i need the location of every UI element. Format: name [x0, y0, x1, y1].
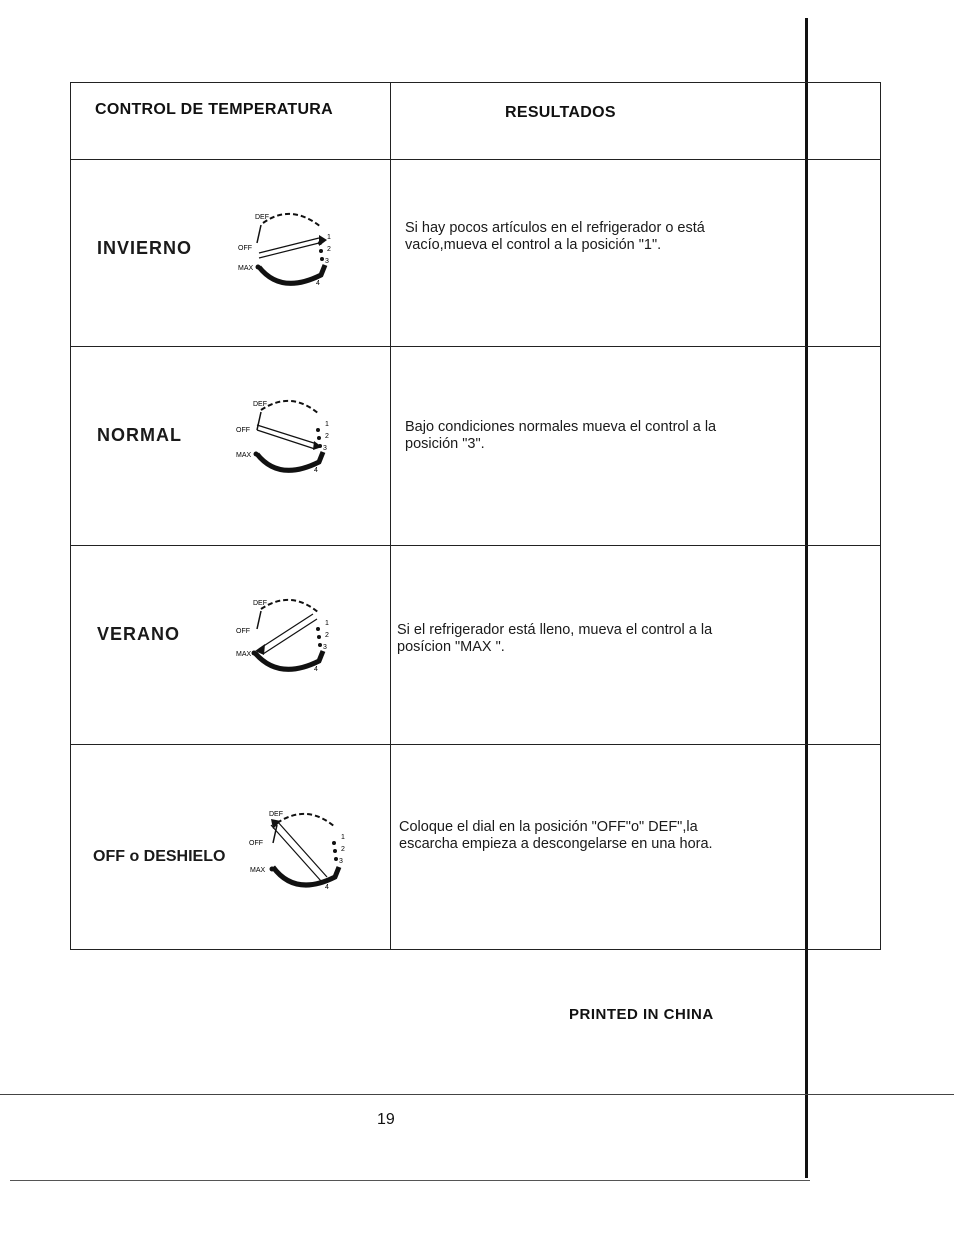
divider: [0, 1094, 954, 1095]
dial-def-label: DEF: [253, 401, 267, 408]
dial-off-label: OFF: [249, 840, 263, 847]
dial-off-label: OFF: [236, 628, 250, 635]
header-results: RESULTADOS: [391, 83, 881, 160]
printed-in-label: PRINTED IN CHINA: [569, 1006, 714, 1023]
dial-def-label: DEF: [255, 214, 269, 221]
season-label: OFF o DESHIELO: [93, 848, 226, 865]
dial-4-label: 4: [316, 280, 320, 287]
header-control: CONTROL DE TEMPERATURA: [71, 83, 391, 160]
divider: [10, 1180, 810, 1181]
dial-2-label: 2: [325, 433, 329, 440]
dial-4-label: 4: [314, 467, 318, 474]
control-cell: [71, 160, 391, 347]
dial-max-label: MAX: [236, 452, 252, 459]
result-text: Coloque el dial en la posición "OFF"o" DEF",la escarcha empieza a descongelarse en una hora.: [399, 819, 713, 852]
thermostat-dial-icon: [221, 205, 341, 295]
dial-off-label: OFF: [238, 245, 252, 252]
dial-1-label: 1: [325, 620, 329, 627]
table-row: [71, 160, 881, 347]
dial-4-label: 4: [325, 884, 329, 891]
thermostat-dial-icon: [237, 805, 357, 897]
table-row: [71, 546, 881, 745]
dial-max-label: MAX: [236, 651, 252, 658]
result-cell: [391, 546, 881, 745]
control-cell: [71, 347, 391, 546]
dial-2-label: 2: [341, 846, 345, 853]
dial-def-label: DEF: [253, 600, 267, 607]
result-cell: [391, 745, 881, 950]
result-text: Bajo condiciones normales mueva el control a la posición "3".: [405, 419, 717, 452]
dial-def-label: DEF: [269, 811, 283, 818]
result-text: Si hay pocos artículos en el refrigerador o está vacío,mueva el control a la posición "1".: [405, 220, 705, 253]
thermostat-dial-icon: [221, 392, 341, 482]
dial-3-label: 3: [323, 445, 327, 452]
temperature-table: [70, 82, 740, 950]
dial-1-label: 1: [327, 234, 331, 241]
dial-max-label: MAX: [238, 265, 254, 272]
dial-2-label: 2: [327, 246, 331, 253]
season-label: VERANO: [97, 624, 181, 644]
result-cell: [391, 160, 881, 347]
dial-1-label: 1: [341, 834, 345, 841]
control-cell: [71, 745, 391, 950]
season-label: NORMAL: [97, 425, 182, 445]
dial-off-label: OFF: [236, 427, 250, 434]
dial-1-label: 1: [325, 421, 329, 428]
dial-2-label: 2: [325, 632, 329, 639]
control-cell: [71, 546, 391, 745]
page-number: 19: [377, 1111, 395, 1128]
dial-3-label: 3: [323, 644, 327, 651]
table-header-row: [71, 83, 881, 160]
dial-4-label: 4: [314, 666, 318, 673]
result-cell: [391, 347, 881, 546]
season-label: INVIERNO: [97, 238, 193, 258]
dial-max-label: MAX: [250, 867, 266, 874]
dial-3-label: 3: [339, 858, 343, 865]
table-row: [71, 745, 881, 950]
thermostat-dial-icon: [221, 591, 341, 681]
table-row: [71, 347, 881, 546]
result-text: Si el refrigerador está lleno, mueva el control a la posícion "MAX ".: [397, 622, 713, 655]
dial-3-label: 3: [325, 258, 329, 265]
